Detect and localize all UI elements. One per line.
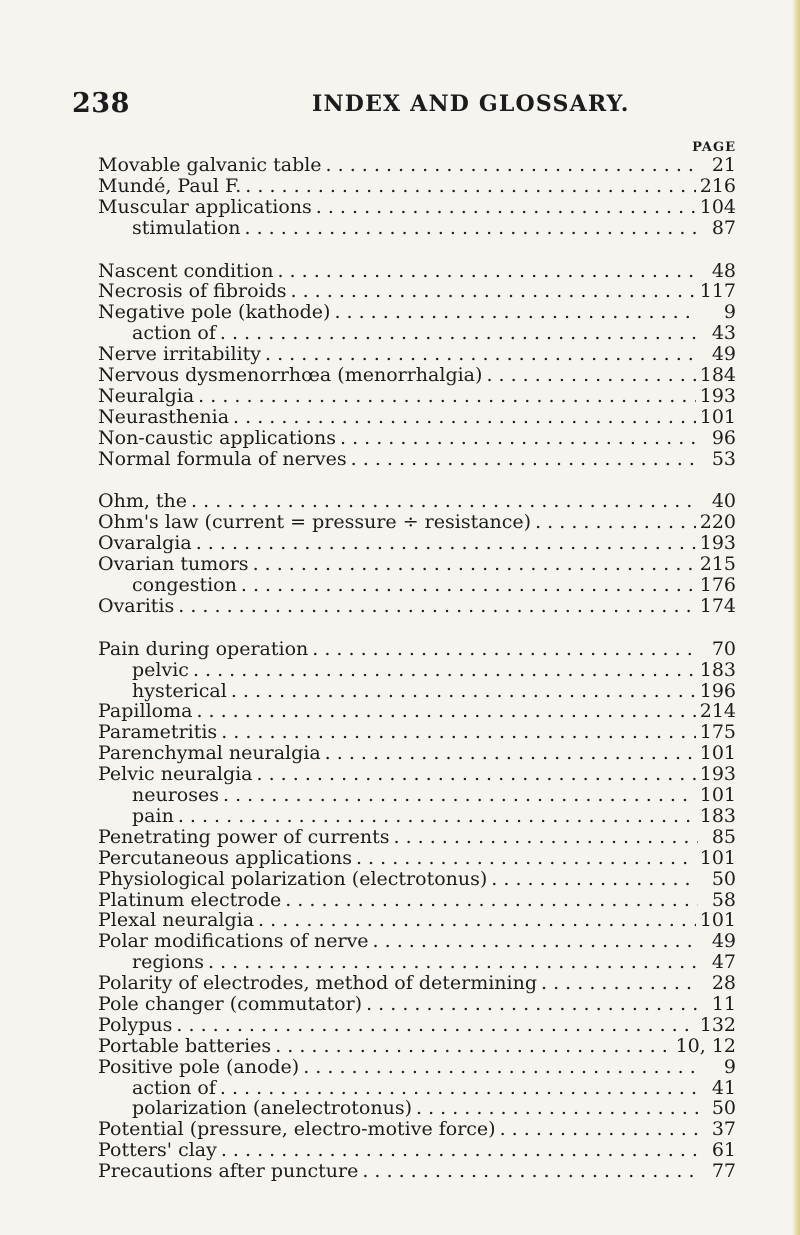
running-head: INDEX AND GLOSSARY.: [312, 91, 630, 117]
dot-leader: [303, 1057, 698, 1078]
dot-leader: [541, 973, 698, 994]
entry-page: 104: [699, 195, 736, 218]
entry-page: 193: [699, 763, 736, 786]
entry-term: Nerve irritability: [98, 343, 262, 366]
entry-term: Non-caustic applications: [98, 426, 336, 449]
entry-term: Ohm, the: [98, 490, 188, 513]
page-header: [0, 88, 800, 124]
entry-page: 193: [699, 532, 736, 555]
index-entry: [98, 302, 736, 323]
index-entry: [98, 176, 736, 197]
page-edge: [792, 0, 800, 1235]
index-entry: [98, 722, 736, 743]
index-entry: [98, 365, 736, 386]
entry-term: Potters' clay: [98, 1139, 217, 1162]
dot-leader: [245, 176, 695, 197]
index-entry: [98, 428, 736, 449]
index-entry: [98, 449, 736, 470]
entry-term: stimulation: [132, 216, 241, 239]
dot-leader: [275, 1036, 671, 1057]
dot-leader: [176, 1015, 695, 1036]
index-subentry: [98, 1098, 736, 1119]
entry-term: Pelvic neuralgia: [98, 763, 253, 786]
entry-term: Potential (pressure, electro-motive force): [98, 1118, 496, 1141]
dot-leader: [535, 512, 696, 533]
index-entry: [98, 848, 736, 869]
index-subentry: [98, 952, 736, 973]
entry-page: 174: [699, 594, 736, 617]
entry-page: 87: [711, 216, 736, 239]
dot-leader: [178, 596, 695, 617]
index-entry: [98, 869, 736, 890]
entry-page: 10, 12: [675, 1034, 736, 1057]
entry-page: 117: [699, 280, 736, 303]
entry-page: 50: [711, 1097, 736, 1120]
index-entry: [98, 554, 736, 575]
entry-term: hysterical: [132, 679, 227, 702]
entry-term: pelvic: [132, 658, 189, 681]
entry-page: 101: [699, 405, 736, 428]
entry-term: Platinum electrode: [98, 888, 282, 911]
dot-leader: [231, 681, 696, 702]
dot-leader: [253, 554, 696, 575]
entry-page: 43: [711, 322, 736, 345]
index-entry: [98, 764, 736, 785]
entry-term: Negative pole (kathode): [98, 301, 331, 324]
entry-term: pain: [132, 804, 174, 827]
dot-leader: [178, 806, 696, 827]
entry-term: Pole changer (commutator): [98, 992, 363, 1015]
entry-term: Polar modifications of nerve: [98, 930, 369, 953]
entry-term: Ovaritis: [98, 594, 175, 617]
index-entry: [98, 596, 736, 617]
entry-term: Physiological polarization (electrotonus): [98, 867, 488, 890]
entry-page: 50: [711, 867, 736, 890]
entry-page: 215: [699, 553, 736, 576]
index-group: [98, 639, 736, 1182]
entry-term: Parenchymal neuralgia: [98, 742, 321, 765]
entry-page: 196: [699, 679, 736, 702]
entry-page: 85: [711, 825, 736, 848]
entry-page: 220: [699, 511, 736, 534]
dot-leader: [285, 890, 698, 911]
entry-page: 77: [711, 1160, 736, 1183]
entry-page: 101: [699, 909, 736, 932]
entry-term: Ovaralgia: [98, 532, 192, 555]
dot-leader: [198, 386, 696, 407]
entry-term: Papilloma: [98, 700, 193, 723]
dot-leader: [334, 302, 698, 323]
dot-leader: [356, 848, 696, 869]
entry-term: Plexal neuralgia: [98, 909, 255, 932]
dot-leader: [316, 197, 696, 218]
entry-page: 183: [699, 804, 736, 827]
entry-page: 214: [699, 700, 736, 723]
entry-term: Neurasthenia: [98, 405, 230, 428]
dot-leader: [362, 1161, 698, 1182]
entry-term: Normal formula of nerves: [98, 447, 347, 470]
index-subentry: [98, 660, 736, 681]
dot-leader: [491, 869, 698, 890]
index-entry: [98, 344, 736, 365]
dot-leader: [416, 1098, 698, 1119]
entry-page: 11: [711, 992, 736, 1015]
dot-leader: [265, 344, 698, 365]
page-column-label: PAGE: [692, 140, 736, 155]
entry-page: 40: [711, 490, 736, 513]
entry-term: Muscular applications: [98, 195, 312, 218]
entry-term: Nascent condition: [98, 259, 274, 282]
index-entry: [98, 407, 736, 428]
index-entry: [98, 1161, 736, 1182]
dot-leader: [193, 660, 696, 681]
dot-leader: [340, 428, 698, 449]
dot-leader: [220, 323, 698, 344]
entry-page: 53: [711, 447, 736, 470]
entry-term: regions: [132, 951, 204, 974]
index-entry: [98, 973, 736, 994]
entry-page: 70: [711, 637, 736, 660]
dot-leader: [245, 218, 698, 239]
entry-page: 41: [711, 1076, 736, 1099]
entry-page: 49: [711, 930, 736, 953]
entry-page: 101: [699, 742, 736, 765]
entry-term: congestion: [132, 574, 237, 597]
entry-term: Ovarian tumors: [98, 553, 249, 576]
entry-page: 96: [711, 426, 736, 449]
index-group: [98, 261, 736, 470]
entry-page: 47: [711, 951, 736, 974]
index-subentry: [98, 575, 736, 596]
entry-term: neuroses: [132, 784, 219, 807]
dot-leader: [486, 365, 695, 386]
dot-leader: [241, 575, 696, 596]
entry-term: action of: [132, 1076, 216, 1099]
dot-leader: [277, 261, 698, 282]
entry-page: 28: [711, 972, 736, 995]
entry-page: 132: [699, 1013, 736, 1036]
index-entry: [98, 491, 736, 512]
entry-term: Polypus: [98, 1013, 173, 1036]
dot-leader: [196, 701, 695, 722]
entry-term: action of: [132, 322, 216, 345]
entry-term: Ohm's law (current = pressure ÷ resistance): [98, 511, 532, 534]
entry-term: Positive pole (anode): [98, 1055, 300, 1078]
dot-leader: [312, 639, 698, 660]
entry-term: Parametritis: [98, 721, 218, 744]
dot-leader: [373, 931, 698, 952]
entry-page: 37: [711, 1118, 736, 1141]
index-entry: [98, 533, 736, 554]
entry-page: 193: [699, 384, 736, 407]
dot-leader: [325, 743, 696, 764]
index-entry: [98, 743, 736, 764]
dot-leader: [221, 1140, 698, 1161]
dot-leader: [351, 449, 698, 470]
dot-leader: [394, 827, 698, 848]
index-subentry: [98, 323, 736, 344]
entry-page: 216: [699, 174, 736, 197]
index-entry: [98, 910, 736, 931]
dot-leader: [221, 722, 696, 743]
entry-term: Necrosis of fibroids: [98, 280, 287, 303]
dot-leader: [220, 1078, 698, 1099]
dot-leader: [258, 910, 696, 931]
index-entry: [98, 931, 736, 952]
index-entry: [98, 1119, 736, 1140]
index-subentry: [98, 1078, 736, 1099]
entry-page: 48: [711, 259, 736, 282]
entry-page: 58: [711, 888, 736, 911]
entry-page: 176: [699, 574, 736, 597]
entry-page: 49: [711, 343, 736, 366]
entry-term: Precautions after puncture: [98, 1160, 359, 1183]
index-subentry: [98, 806, 736, 827]
dot-leader: [233, 407, 696, 428]
dot-leader: [208, 952, 698, 973]
index-group: [98, 155, 736, 239]
entry-page: 101: [699, 784, 736, 807]
entry-page: 101: [699, 846, 736, 869]
entry-term: Neuralgia: [98, 384, 195, 407]
index-entry: [98, 701, 736, 722]
dot-leader: [196, 533, 696, 554]
page-number: 238: [72, 88, 130, 119]
index-entry: [98, 386, 736, 407]
entry-page: 184: [699, 364, 736, 387]
entry-page: 9: [723, 1055, 736, 1078]
index-entry: [98, 197, 736, 218]
index-entry: [98, 281, 736, 302]
index-list: [98, 155, 736, 1204]
index-subentry: [98, 681, 736, 702]
index-entry: [98, 639, 736, 660]
index-entry: [98, 512, 736, 533]
dot-leader: [291, 281, 696, 302]
entry-term: Polarity of electrodes, method of determining: [98, 972, 537, 995]
entry-page: 9: [723, 301, 736, 324]
entry-term: Penetrating power of currents: [98, 825, 390, 848]
index-group: [98, 491, 736, 616]
entry-term: Pain during operation: [98, 637, 309, 660]
index-entry: [98, 1140, 736, 1161]
index-subentry: [98, 218, 736, 239]
index-entry: [98, 155, 736, 176]
index-entry: [98, 1015, 736, 1036]
dot-leader: [500, 1119, 698, 1140]
entry-term: Movable galvanic table: [98, 154, 322, 176]
index-entry: [98, 827, 736, 848]
index-entry: [98, 261, 736, 282]
entry-page: 21: [711, 154, 736, 176]
dot-leader: [191, 491, 698, 512]
entry-page: 61: [711, 1139, 736, 1162]
index-entry: [98, 994, 736, 1015]
dot-leader: [257, 764, 696, 785]
dot-leader: [366, 994, 698, 1015]
entry-term: Portable batteries: [98, 1034, 272, 1057]
index-entry: [98, 1057, 736, 1078]
entry-term: polarization (anelectrotonus): [132, 1097, 412, 1120]
index-subentry: [98, 785, 736, 806]
entry-term: Nervous dysmenorrhœa (menorrhalgia): [98, 364, 483, 387]
entry-page: 175: [699, 721, 736, 744]
entry-term: Percutaneous applications: [98, 846, 352, 869]
entry-term: Mundé, Paul F.: [98, 174, 242, 197]
dot-leader: [326, 155, 698, 176]
index-entry: [98, 890, 736, 911]
index-entry: [98, 1036, 736, 1057]
dot-leader: [223, 785, 696, 806]
entry-page: 183: [699, 658, 736, 681]
